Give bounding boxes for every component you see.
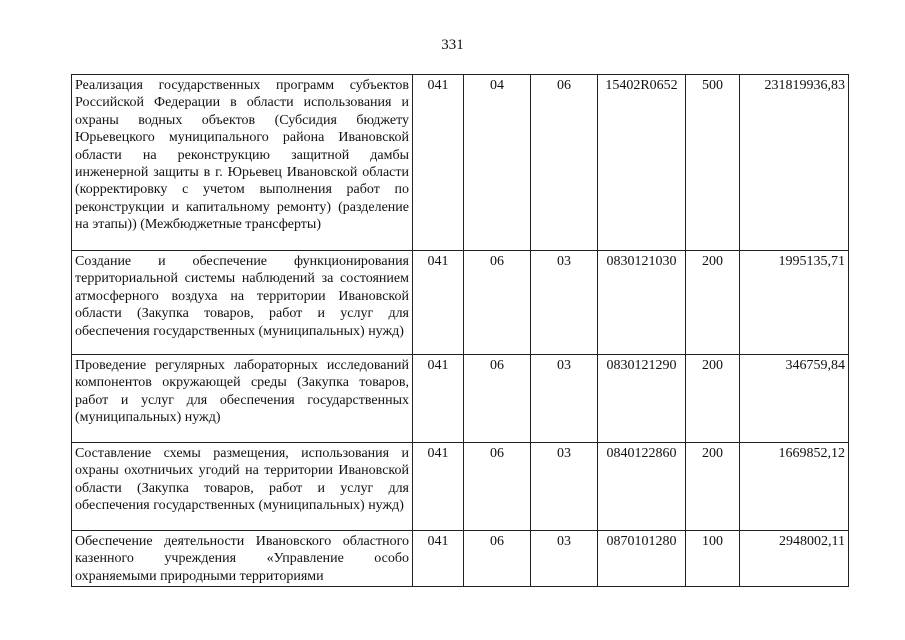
row-description: Проведение регулярных лабораторных исследований компонентов окружающей среды (Закупка товаров, работ и услуг для обеспечения государственных (муниципальных) нужд) — [72, 355, 413, 443]
subsection-code: 03 — [531, 251, 598, 355]
table-row — [72, 75, 849, 251]
amount: 1995135,71 — [740, 251, 849, 355]
subsection-code: 03 — [531, 355, 598, 443]
row-description: Создание и обеспечение функционирования территориальной системы наблюдений за состоянием атмосферного воздуха на территории Ивановской области (Закупка товаров, работ и услуг для обеспечения государственных (муниципальных) нужд) — [72, 251, 413, 355]
section-code: 06 — [464, 443, 531, 531]
section-code: 04 — [464, 75, 531, 251]
expense-type-code: 200 — [686, 355, 740, 443]
table-row — [72, 355, 849, 443]
budget-table — [71, 74, 849, 587]
ministry-code: 041 — [413, 251, 464, 355]
table-row — [72, 443, 849, 531]
target-item-code: 15402R0652 — [598, 75, 686, 251]
amount: 346759,84 — [740, 355, 849, 443]
section-code: 06 — [464, 531, 531, 587]
target-item-code: 0830121030 — [598, 251, 686, 355]
ministry-code: 041 — [413, 75, 464, 251]
section-code: 06 — [464, 355, 531, 443]
target-item-code: 0840122860 — [598, 443, 686, 531]
table-row — [72, 531, 849, 587]
subsection-code: 03 — [531, 531, 598, 587]
row-description: Реализация государственных программ субъектов Российской Федерации в области использования и охраны водных объектов (Субсидия бюджету Юрьевецкого муниципального района Ивановской области на реконструкцию защитной дамбы инженерной защиты в г. Юрьевец Ивановской области (корректировку с учетом выполнения работ по реконструкции и капитальному ремонту) (разделение на этапы)) (Межбюджетные трансферты) — [72, 75, 413, 251]
subsection-code: 06 — [531, 75, 598, 251]
row-description: Составление схемы размещения, использования и охраны охотничьих угодий на территории Ивановской области (Закупка товаров, работ и услуг для обеспечения государственных (муниципальных) нужд) — [72, 443, 413, 531]
amount: 231819936,83 — [740, 75, 849, 251]
expense-type-code: 200 — [686, 251, 740, 355]
ministry-code: 041 — [413, 443, 464, 531]
ministry-code: 041 — [413, 355, 464, 443]
page-number: 331 — [441, 37, 464, 53]
ministry-code: 041 — [413, 531, 464, 587]
row-description: Обеспечение деятельности Ивановского областного казенного учреждения «Управление особо охраняемыми природными территориями — [72, 531, 413, 587]
target-item-code: 0870101280 — [598, 531, 686, 587]
subsection-code: 03 — [531, 443, 598, 531]
section-code: 06 — [464, 251, 531, 355]
expense-type-code: 500 — [686, 75, 740, 251]
table-row — [72, 251, 849, 355]
amount: 1669852,12 — [740, 443, 849, 531]
amount: 2948002,11 — [740, 531, 849, 587]
target-item-code: 0830121290 — [598, 355, 686, 443]
expense-type-code: 100 — [686, 531, 740, 587]
expense-type-code: 200 — [686, 443, 740, 531]
